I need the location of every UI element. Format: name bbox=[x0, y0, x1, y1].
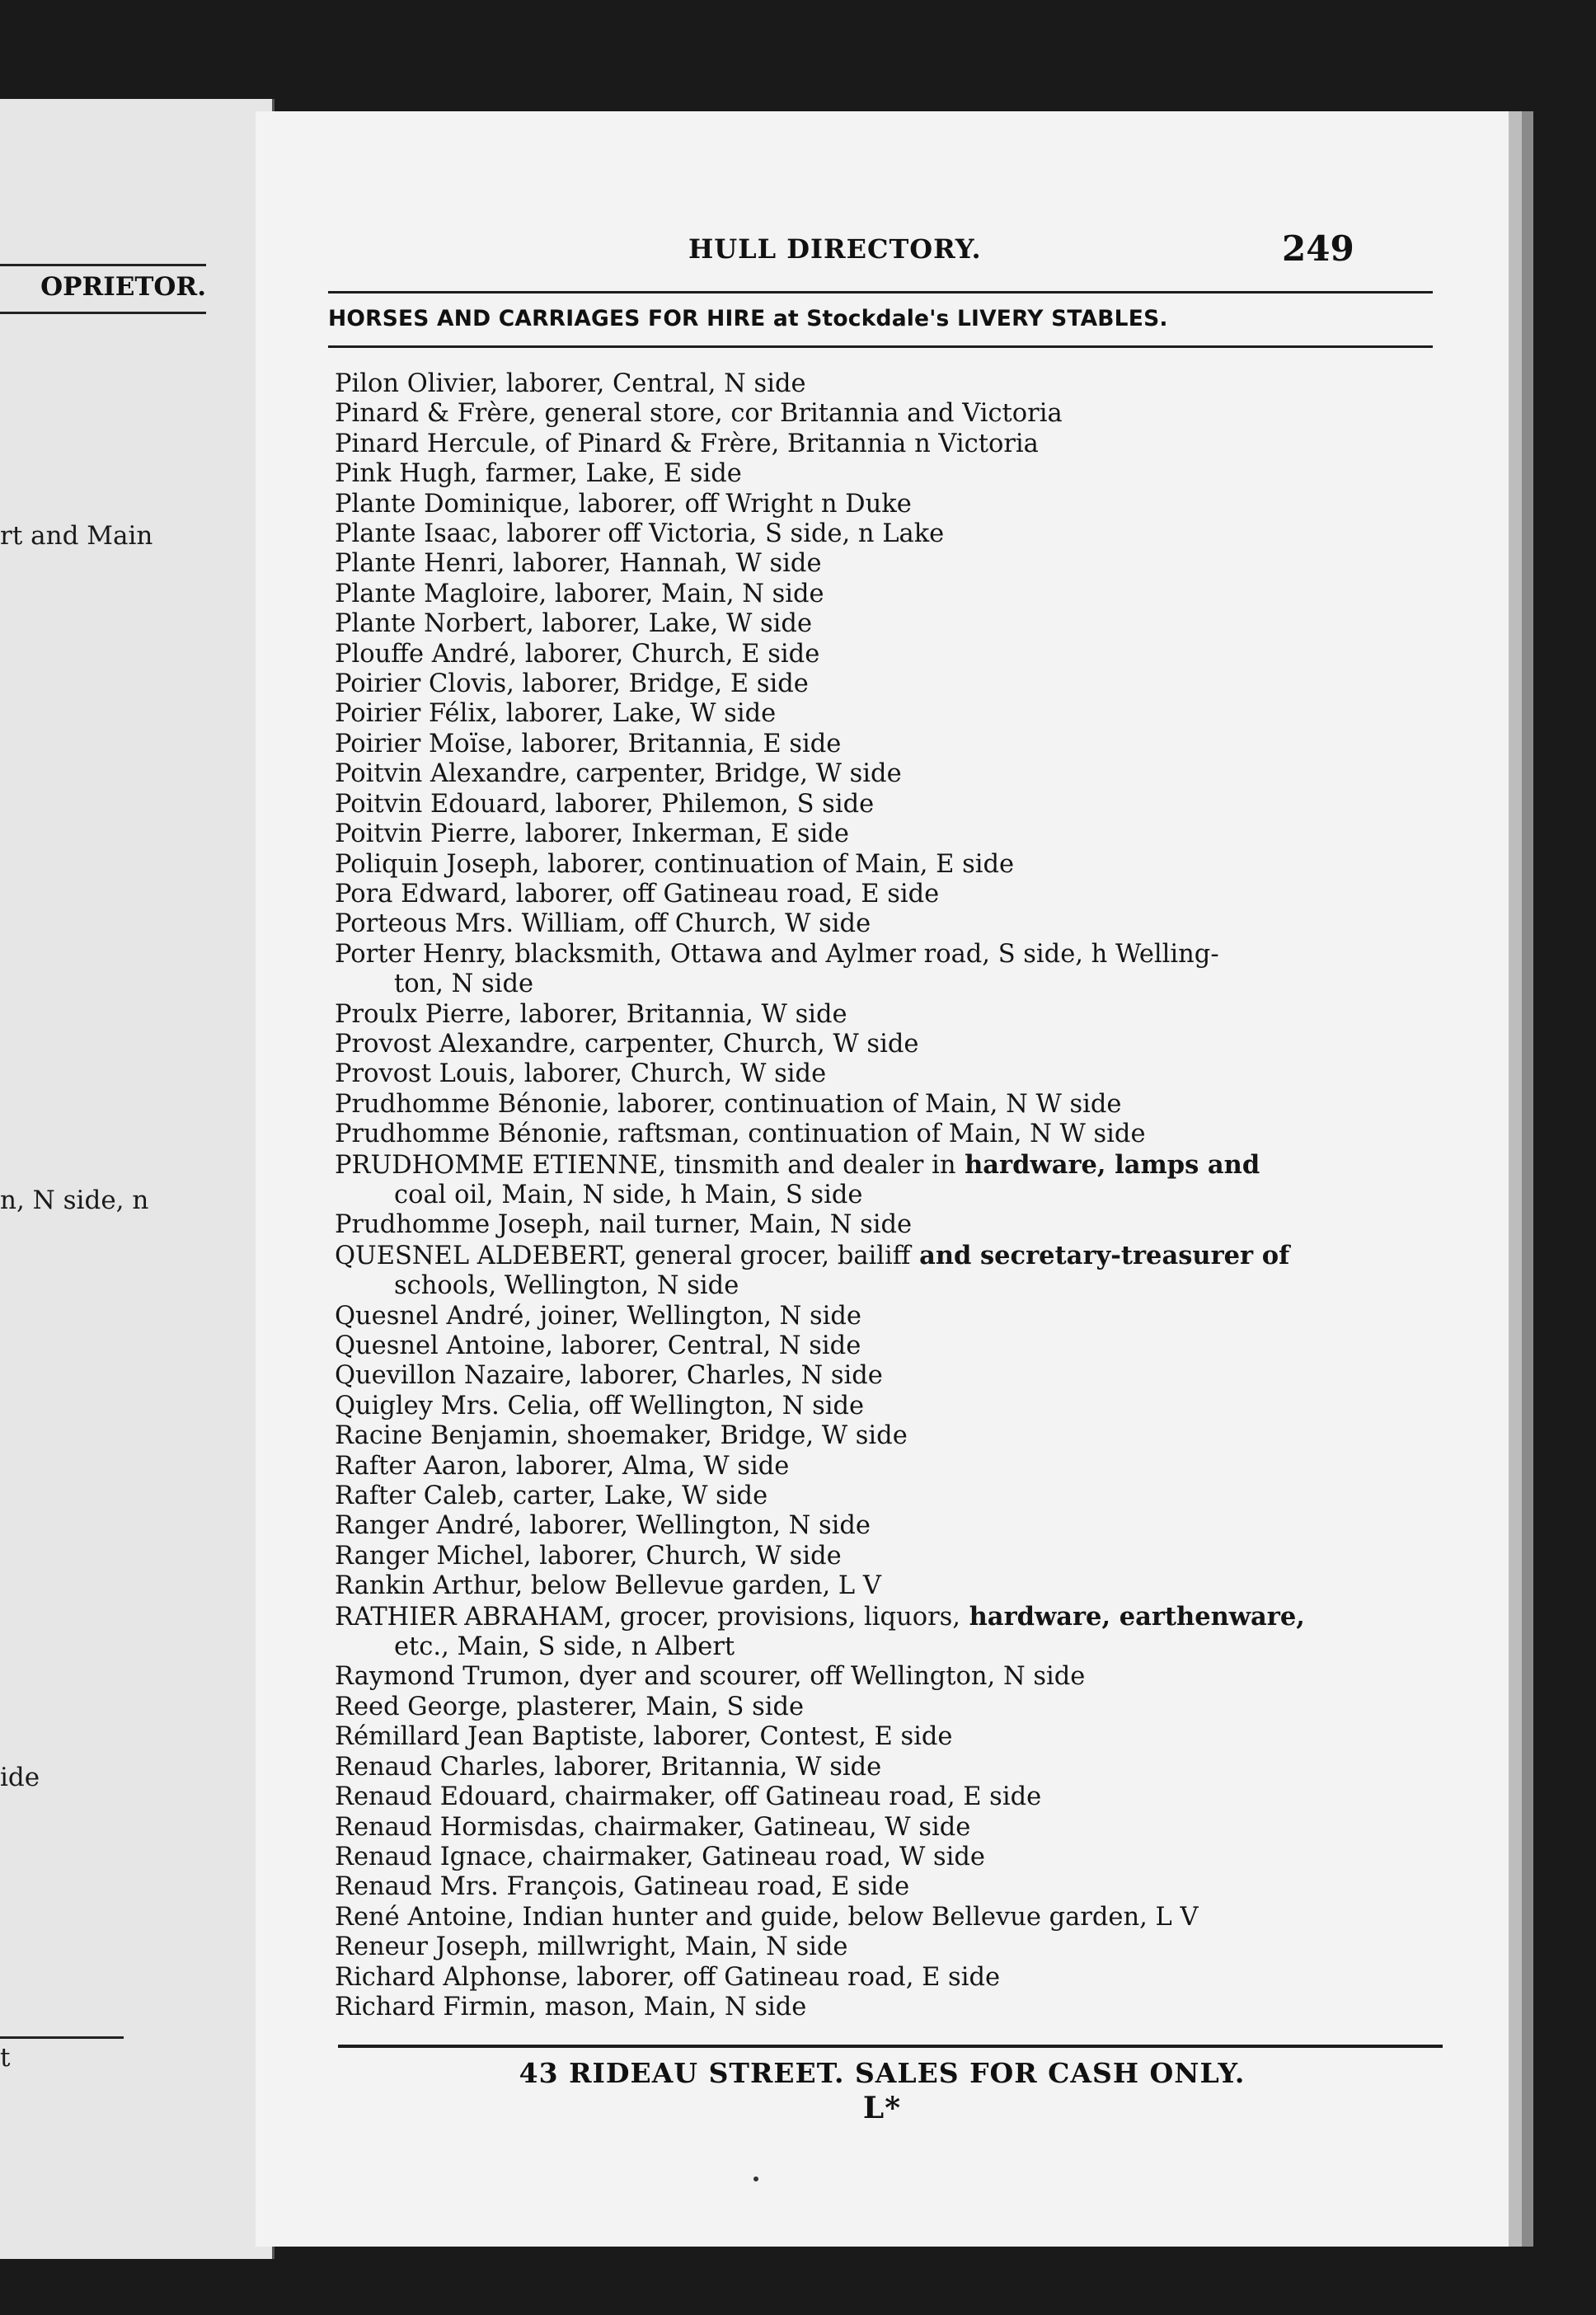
entry-text: Provost Alexandre, carpenter, Church, W side bbox=[335, 1029, 919, 1059]
banner-rule bbox=[328, 345, 1433, 348]
signature-mark: L* bbox=[862, 2091, 902, 2125]
entry-text: Racine Benjamin, shoemaker, Bridge, W side bbox=[335, 1421, 908, 1451]
entry-text: Plante Isaac, laborer off Victoria, S side, n Lake bbox=[335, 519, 945, 549]
entry-text: RATHIER ABRAHAM, grocer, provisions, liquors, bbox=[335, 1602, 961, 1632]
directory-entry bbox=[335, 1993, 1439, 2022]
entry-text: Plante Magloire, laborer, Main, N side bbox=[335, 579, 824, 608]
directory-entry bbox=[335, 1361, 1439, 1391]
directory-entry bbox=[335, 1452, 1439, 1482]
left-page-text-3: ide bbox=[0, 1763, 40, 1792]
entry-text: Reed George, plasterer, Main, S side bbox=[335, 1692, 805, 1721]
entry-text: Reneur Joseph, millwright, Main, N side bbox=[335, 1932, 848, 1962]
entry-text: Quevillon Nazaire, laborer, Charles, N side bbox=[335, 1361, 883, 1391]
directory-entries bbox=[335, 369, 1439, 2022]
entry-text: Renaud Charles, laborer, Britannia, W side bbox=[335, 1752, 882, 1782]
entry-text: Quigley Mrs. Celia, off Wellington, N side bbox=[335, 1391, 865, 1420]
directory-entry bbox=[335, 1392, 1439, 1421]
left-page-rule-footer bbox=[0, 2036, 124, 2039]
left-page-heading: OPRIETOR. bbox=[40, 272, 206, 302]
directory-entry bbox=[335, 759, 1439, 789]
entry-text: Poirier Félix, laborer, Lake, W side bbox=[335, 699, 777, 729]
directory-entry bbox=[335, 1421, 1439, 1451]
entry-text: Poirier Moïse, laborer, Britannia, E side bbox=[335, 729, 842, 758]
directory-entry bbox=[335, 1511, 1439, 1541]
left-page-text-4: t bbox=[0, 2043, 11, 2073]
directory-entry bbox=[335, 459, 1439, 489]
entry-text: Rankin Arthur, below Bellevue garden, L V bbox=[335, 1571, 881, 1601]
entry-text: Poirier Clovis, laborer, Bridge, E side bbox=[335, 669, 809, 699]
directory-entry bbox=[335, 880, 1439, 909]
left-page-text-2: n, N side, n bbox=[0, 1186, 149, 1215]
directory-entry bbox=[335, 819, 1439, 849]
entry-bold-text: hardware, earthenware, bbox=[960, 1601, 1305, 1632]
directory-entry bbox=[335, 1302, 1439, 1331]
entry-text: Plouffe André, laborer, Church, E side bbox=[335, 639, 820, 669]
entry-text: Pora Edward, laborer, off Gatineau road, E side bbox=[335, 879, 940, 909]
entry-text: Renaud Hormisdas, chairmaker, Gatineau, W side bbox=[335, 1812, 971, 1842]
entry-text: Rafter Caleb, carter, Lake, W side bbox=[335, 1482, 768, 1511]
entry-text: Proulx Pierre, laborer, Britannia, W side bbox=[335, 999, 847, 1029]
directory-entry bbox=[335, 1542, 1439, 1571]
directory-entry bbox=[335, 430, 1439, 459]
entry-text: Richard Alphonse, laborer, off Gatineau road, E side bbox=[335, 1962, 1001, 1992]
left-page-rule-top bbox=[0, 264, 206, 266]
directory-entry bbox=[335, 369, 1439, 399]
entry-text: Prudhomme Joseph, nail turner, Main, N side bbox=[335, 1210, 913, 1240]
footer bbox=[256, 2057, 1509, 2125]
directory-entry bbox=[335, 669, 1439, 699]
directory-entry bbox=[335, 1331, 1439, 1361]
directory-entry bbox=[335, 1722, 1439, 1752]
entry-text: Rafter Aaron, laborer, Alma, W side bbox=[335, 1451, 790, 1481]
page-number: 249 bbox=[1282, 228, 1354, 269]
left-page-text-1: rt and Main bbox=[0, 521, 153, 551]
entry-text: Poliquin Joseph, laborer, continuation of Main, E side bbox=[335, 849, 1015, 879]
advertising-banner: HORSES AND CARRIAGES FOR HIRE at Stockdale's LIVERY STABLES. bbox=[328, 306, 1168, 331]
entry-text: QUESNEL ALDEBERT, general grocer, bailiff bbox=[335, 1241, 911, 1270]
directory-entry bbox=[335, 1030, 1439, 1059]
entry-continuation: etc., Main, S side, n Albert bbox=[394, 1632, 735, 1662]
directory-entry bbox=[335, 1963, 1439, 1993]
entry-text: Renaud Mrs. François, Gatineau road, E side bbox=[335, 1872, 910, 1902]
entry-text: Porteous Mrs. William, off Church, W side bbox=[335, 909, 871, 939]
entry-text: Quesnel Antoine, laborer, Central, N side bbox=[335, 1331, 861, 1360]
entry-continuation: schools, Wellington, N side bbox=[394, 1271, 739, 1301]
directory-entry bbox=[335, 1872, 1439, 1902]
entry-text: PRUDHOMME ETIENNE, tinsmith and dealer in bbox=[335, 1150, 956, 1180]
entry-text: Poitvin Alexandre, carpenter, Bridge, W side bbox=[335, 759, 902, 789]
directory-entry bbox=[335, 1210, 1439, 1240]
footer-advert: 43 RIDEAU STREET. SALES FOR CASH ONLY. bbox=[519, 2057, 1246, 2089]
directory-entry bbox=[335, 1090, 1439, 1120]
directory-entry bbox=[335, 1120, 1439, 1149]
directory-entry bbox=[335, 1241, 1439, 1302]
entry-text: Plante Norbert, laborer, Lake, W side bbox=[335, 609, 812, 639]
page-title: HULL DIRECTORY. bbox=[688, 233, 982, 265]
directory-entry bbox=[335, 399, 1439, 429]
entry-text: Pink Hugh, farmer, Lake, E side bbox=[335, 459, 742, 489]
directory-entry bbox=[335, 1662, 1439, 1692]
directory-entry bbox=[335, 909, 1439, 939]
entry-text: Plante Henri, laborer, Hannah, W side bbox=[335, 549, 822, 579]
directory-entry bbox=[335, 490, 1439, 519]
running-head bbox=[256, 228, 1509, 275]
directory-entry bbox=[335, 1782, 1439, 1812]
directory-entry bbox=[335, 549, 1439, 579]
entry-text: Prudhomme Bénonie, raftsman, continuation of Main, N W side bbox=[335, 1120, 1146, 1149]
directory-entry bbox=[335, 1150, 1439, 1211]
entry-text: Ranger Michel, laborer, Church, W side bbox=[335, 1541, 842, 1571]
directory-entry bbox=[335, 1000, 1439, 1030]
directory-entry bbox=[335, 699, 1439, 729]
ink-speck bbox=[753, 2176, 758, 2181]
entry-text: Plante Dominique, laborer, off Wright n Duke bbox=[335, 489, 912, 519]
directory-entry bbox=[335, 609, 1439, 639]
directory-entry bbox=[335, 1932, 1439, 1962]
directory-entry bbox=[335, 1753, 1439, 1782]
entry-text: Renaud Ignace, chairmaker, Gatineau road, W side bbox=[335, 1842, 985, 1871]
entry-text: Pinard & Frère, general store, cor Britannia and Victoria bbox=[335, 399, 1063, 429]
left-page-fragment bbox=[0, 99, 275, 2259]
footer-rule bbox=[338, 2045, 1443, 2048]
directory-entry bbox=[335, 1602, 1439, 1663]
directory-entry bbox=[335, 1571, 1439, 1601]
directory-entry bbox=[335, 850, 1439, 880]
entry-text: Quesnel André, joiner, Wellington, N side bbox=[335, 1301, 861, 1331]
entry-continuation: coal oil, Main, N side, h Main, S side bbox=[394, 1180, 863, 1209]
directory-entry bbox=[335, 1903, 1439, 1932]
directory-page bbox=[256, 111, 1509, 2247]
entry-text: Richard Firmin, mason, Main, N side bbox=[335, 1992, 807, 2022]
entry-text: Rémillard Jean Baptiste, laborer, Contest, E side bbox=[335, 1722, 953, 1752]
entry-text: Renaud Edouard, chairmaker, off Gatineau road, E side bbox=[335, 1782, 1042, 1812]
entry-text: Poitvin Edouard, laborer, Philemon, S side bbox=[335, 789, 875, 819]
entry-text: Pilon Olivier, laborer, Central, N side bbox=[335, 369, 806, 398]
entry-text: René Antoine, Indian hunter and guide, below Bellevue garden, L V bbox=[335, 1902, 1199, 1932]
entry-text: Ranger André, laborer, Wellington, N side bbox=[335, 1511, 871, 1541]
directory-entry bbox=[335, 580, 1439, 609]
left-page-rule-bottom bbox=[0, 312, 206, 314]
entry-bold-text: hardware, lamps and bbox=[955, 1149, 1260, 1180]
directory-entry bbox=[335, 790, 1439, 819]
entry-text: Raymond Trumon, dyer and scourer, off Wellington, N side bbox=[335, 1662, 1086, 1692]
entry-text: Poitvin Pierre, laborer, Inkerman, E side bbox=[335, 819, 849, 849]
directory-entry bbox=[335, 1843, 1439, 1872]
entry-text: Provost Louis, laborer, Church, W side bbox=[335, 1059, 827, 1089]
directory-entry bbox=[335, 1693, 1439, 1722]
directory-entry bbox=[335, 1813, 1439, 1843]
entry-text: Prudhomme Bénonie, laborer, continuation of Main, N W side bbox=[335, 1089, 1122, 1119]
entry-text: Pinard Hercule, of Pinard & Frère, Britannia n Victoria bbox=[335, 429, 1039, 458]
directory-entry bbox=[335, 1059, 1439, 1089]
entry-bold-text: and secretary-treasurer of bbox=[910, 1240, 1290, 1270]
entry-text: Porter Henry, blacksmith, Ottawa and Aylmer road, S side, h Welling- bbox=[335, 939, 1219, 969]
header-rule bbox=[328, 291, 1433, 293]
directory-entry bbox=[335, 519, 1439, 549]
directory-entry bbox=[335, 940, 1439, 1000]
directory-entry bbox=[335, 640, 1439, 669]
entry-continuation: ton, N side bbox=[394, 970, 534, 999]
directory-entry bbox=[335, 1482, 1439, 1511]
directory-entry bbox=[335, 730, 1439, 759]
